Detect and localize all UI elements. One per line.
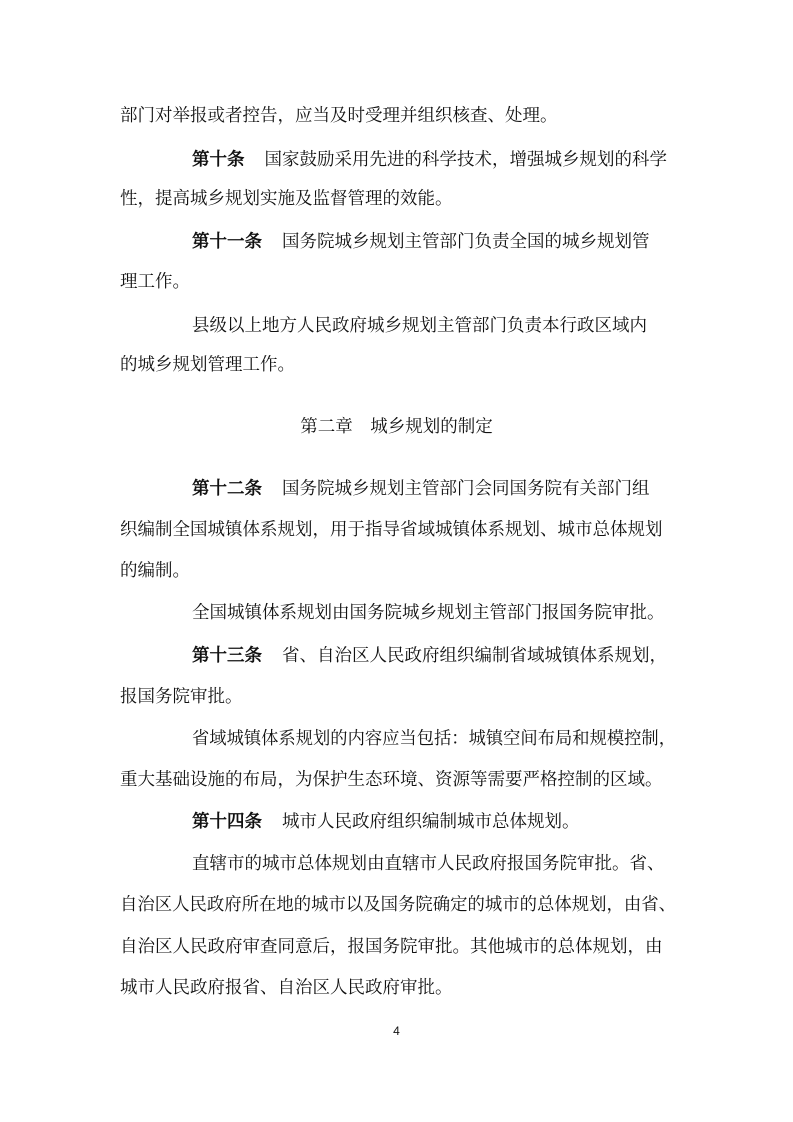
paragraph-line: 自治区人民政府所在地的城市以及国务院确定的城市的总体规划，由省、 — [120, 895, 676, 915]
article-12-line: 第十二条 国务院城乡规划主管部门会同国务院有关部门组 — [192, 479, 650, 499]
paragraph-line: 县级以上地方人民政府城乡规划主管部门负责本行政区域内 — [192, 316, 647, 336]
paragraph-line: 省域城镇体系规划的内容应当包括：城镇空间布局和规模控制， — [192, 729, 676, 749]
paragraph-line: 部门对举报或者控告，应当及时受理并组织核查、处理。 — [120, 106, 558, 126]
paragraph-line: 报国务院审批。 — [120, 687, 243, 707]
page-number: 4 — [393, 1024, 400, 1038]
article-label: 第十三条 — [192, 646, 262, 666]
article-label: 第十一条 — [192, 232, 262, 252]
article-label: 第十四条 — [192, 812, 262, 832]
paragraph-line: 理工作。 — [120, 272, 190, 292]
paragraph-line: 的编制。 — [120, 561, 190, 581]
article-10-line: 第十条 国家鼓励采用先进的科学技术，增强城乡规划的科学 — [192, 150, 667, 170]
article-14-line: 第十四条 城市人民政府组织编制城市总体规划。 — [192, 812, 580, 832]
chapter-title: 第二章 城乡规划的制定 — [300, 417, 493, 437]
article-11-line: 第十一条 国务院城乡规划主管部门负责全国的城乡规划管 — [192, 232, 650, 252]
article-label: 第十二条 — [192, 479, 262, 499]
article-label: 第十条 — [192, 150, 245, 170]
article-13-line: 第十三条 省、自治区人民政府组织编制省域城镇体系规划， — [192, 646, 667, 666]
paragraph-line: 全国城镇体系规划由国务院城乡规划主管部门报国务院审批。 — [192, 603, 665, 623]
paragraph-line: 重大基础设施的布局，为保护生态环境、资源等需要严格控制的区域。 — [120, 770, 663, 790]
paragraph-line: 织编制全国城镇体系规划，用于指导省域城镇体系规划、城市总体规划 — [120, 520, 663, 540]
paragraph-line: 城市人民政府报省、自治区人民政府审批。 — [120, 978, 453, 998]
paragraph-line: 的城乡规划管理工作。 — [120, 355, 295, 375]
paragraph-line: 自治区人民政府审查同意后，报国务院审批。其他城市的总体规划，由 — [120, 937, 663, 957]
paragraph-line: 性，提高城乡规划实施及监督管理的效能。 — [120, 189, 453, 209]
paragraph-line: 直辖市的城市总体规划由直辖市人民政府报国务院审批。省、 — [192, 854, 665, 874]
